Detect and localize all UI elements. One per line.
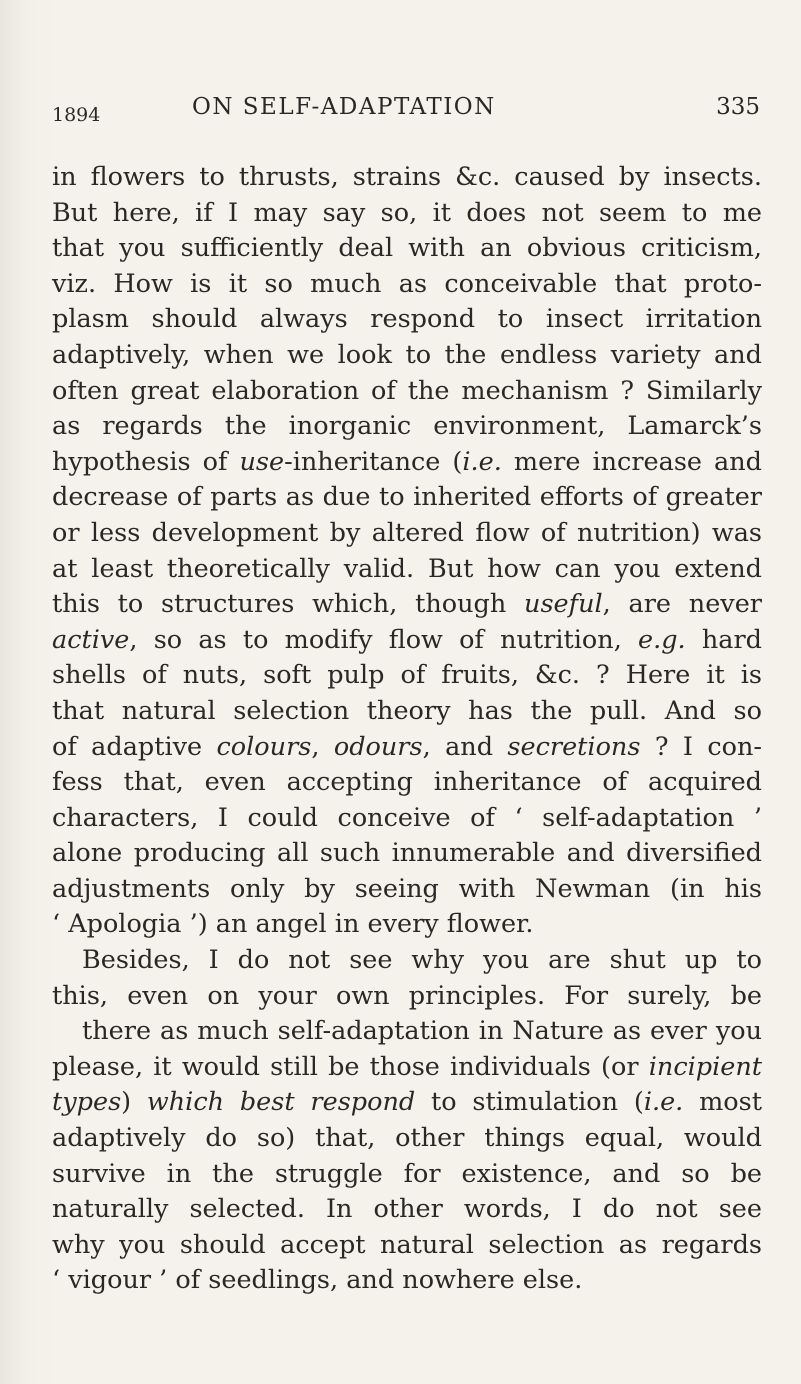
page-year: 1894 [52,104,101,126]
text-line: at least theoretically valid. But how can you extend [52,553,762,584]
text-line: alone producing all such innumerable and diversified [52,838,762,869]
text-line: of adaptive colours, odours, and secretions ? I con- [52,731,762,762]
text-line: ‘ Apologia ’) an angel in every flower. [52,909,534,940]
text-line: in flowers to thrusts, strains &c. caused by insects. [52,162,762,192]
text-line: types) which best respond to stimulation (i.e. most [52,1087,762,1118]
text-line: adjustments only by seeing with Newman (in his [52,873,762,904]
text-line: often great elaboration of the mechanism ? Similarly [52,375,762,406]
text-line: survive in the struggle for existence, and so be [52,1158,762,1189]
text-line: there as much self-adaptation in Nature as ever you [82,1016,762,1047]
page-number: 335 [716,94,760,120]
text-line: active, so as to modify flow of nutrition, e.g. hard [52,624,762,655]
text-line: that natural selection theory has the pull. And so [52,695,762,726]
text-line: adaptively do so) that, other things equal, would [52,1123,762,1154]
text-line: that you sufficiently deal with an obvious criticism, [52,233,762,264]
text-line: or less development by altered flow of nutrition) was [52,517,762,548]
running-header [52,90,760,130]
text-line: adaptively, when we look to the endless variety and [52,339,762,370]
text-line: this to structures which, though useful, are never [52,589,762,620]
text-line: fess that, even accepting inheritance of acquired [52,767,762,798]
text-line: But here, if I may say so, it does not seem to me [52,197,762,228]
text-line: characters, I could conceive of ‘ self-adaptation ’ [52,802,762,833]
text-line: hypothesis of use-inheritance (i.e. mere increase and [52,446,762,477]
text-line: decrease of parts as due to inherited efforts of greater [52,482,762,513]
text-line: naturally selected. In other words, I do not see [52,1194,762,1225]
text-line: shells of nuts, soft pulp of fruits, &c. ? Here it is [52,660,762,691]
text-line: plasm should always respond to insect irritation [52,304,762,335]
text-line: please, it would still be those individuals (or incipient [52,1051,762,1082]
text-line: as regards the inorganic environment, Lamarck’s [52,411,762,442]
text-line: this, even on your own principles. For surely, be [52,980,762,1011]
text-line: ‘ vigour ’ of seedlings, and nowhere else. [52,1265,583,1296]
text-line: why you should accept natural selection as regards [52,1229,762,1260]
body-text [52,160,762,1299]
running-title: ON SELF-ADAPTATION [192,94,496,120]
text-line: Besides, I do not see why you are shut up to [82,945,762,976]
text-line: viz. How is it so much as conceivable that proto- [52,268,762,299]
